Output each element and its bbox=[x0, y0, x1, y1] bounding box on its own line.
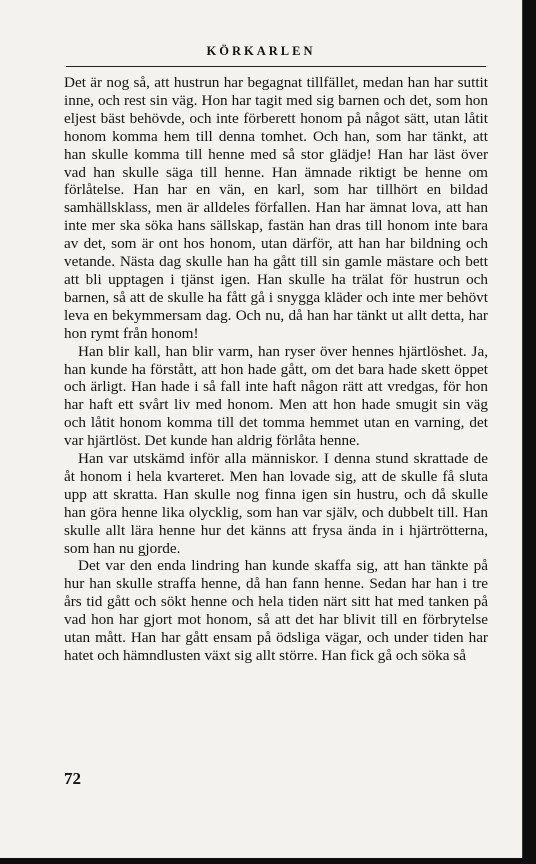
header-rule bbox=[66, 66, 486, 67]
paragraph-2: Han blir kall, han blir varm, han ryser över hennes hjärtlöshet. Ja, han kunde ha förstått, att hon hade gått, om det bara hade skett öppet och ärligt. Han hade i så fall inte haft någon rätt att vredgas, för hon har haft ett svårt liv med honom. Men att hon hade smugit sin väg och låtit honom komma till det tomma hemmet utan en varning, det var hjärtlöst. Det kunde han aldrig förlåta henne. bbox=[64, 342, 488, 450]
running-header: KÖRKARLEN bbox=[206, 44, 316, 58]
paragraph-1: Det är nog så, att hustrun har begagnat tillfället, medan han har suttit inne, och rest sin väg. Hon har tagit med sig barnen och det, som hon eljest bäst behövde, och inte förberett honom på något sätt, utan låtit honom komma hem till denna tomhet. Och han, som har tänkt, att han skulle komma till henne med så stor glädje! Han har läst över vad han skulle säga till henne. Han ämnade riktigt be henne om förlåtelse. Han har en vän, en karl, som har tillhört en bildad samhällsklass, men är alldeles förfallen. Han har ämnat lova, att han inte mer ska söka hans sällskap, fastän han dras till honom inte bara av det, som är ont hos honom, utan därför, att han har bildning och vetande. Nästa dag skulle han ha gått till sin gamle mästare och bett att bli upptagen i tjänst igen. Han skulle ha trälat för hustrun och barnen, så att de skulle ha fått gå i snygga kläder och inte mer behövt leva en bekymmersam dag. Och nu, då han har tänkt ut allt detta, har hon rymt från honom! bbox=[64, 74, 488, 342]
paragraph-3: Han var utskämd inför alla människor. I denna stund skrattade de åt honom i hela kvarteret. Men han lovade sig, att de skulle få sluta upp att skratta. Han skulle nog finna igen sin hustru, och då skulle han göra henne lika olycklig, som han var själv, och dubbelt till. Han skulle allt lära henne hur det känns att frysa ända in i hjärtrötterna, som han nu gjorde. bbox=[64, 450, 488, 557]
body-text bbox=[64, 74, 488, 665]
paragraph-4: Det var den enda lindring han kunde skaffa sig, att han tänkte på hur han skulle straffa henne, då han fann henne. Sedan har han i tre års tid gått och sökt henne och hela tiden närt sitt hat med tanken på vad hon har gjort mot honom, så att det har blivit till en förbrytelse utan mått. Han har gått ensam på ödsliga vägar, och under tiden har hatet och hämndlusten växt sig allt större. Han fick gå och söka så bbox=[64, 557, 488, 664]
page-number: 72 bbox=[64, 769, 81, 788]
